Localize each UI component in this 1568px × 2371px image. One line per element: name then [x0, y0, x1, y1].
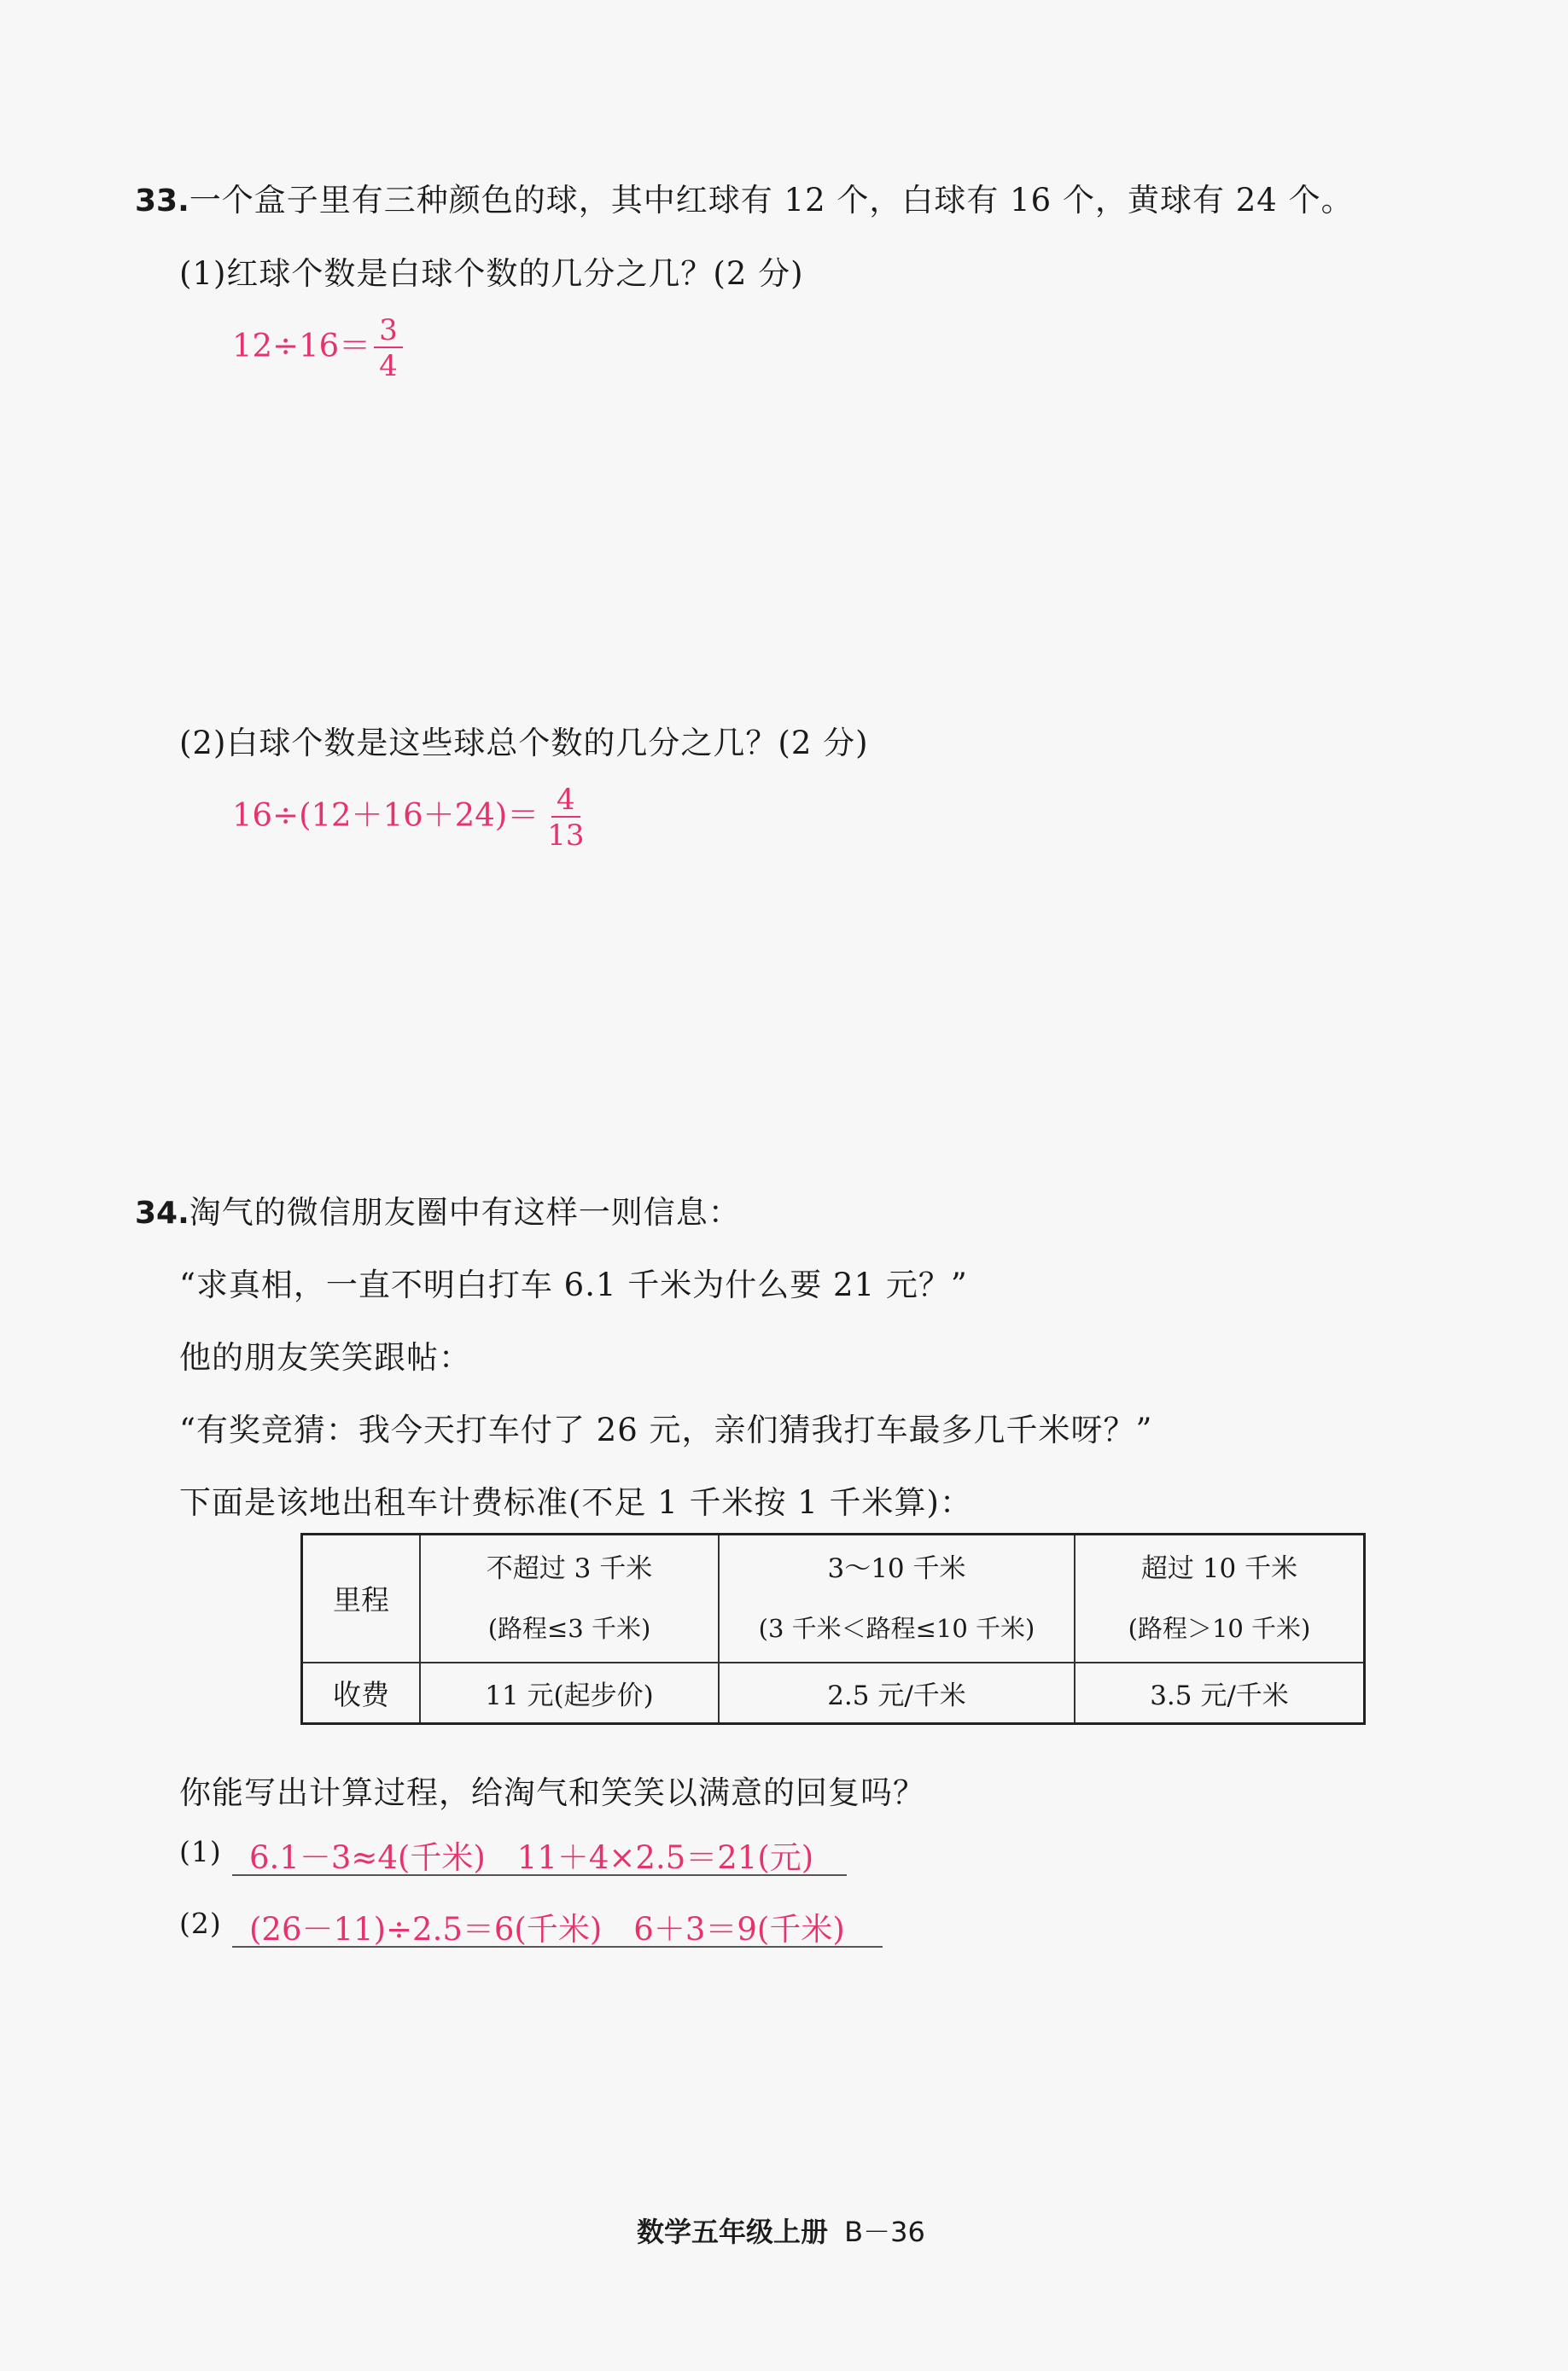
fraction-numerator: 4	[551, 785, 580, 818]
answer-underline-2	[232, 1946, 883, 1948]
table-row-distance	[302, 1535, 1365, 1663]
answer-text-1: 6.1－3≈4(千米) 11＋4×2.5＝21(元)	[249, 1839, 814, 1876]
taxi-fare-table	[300, 1533, 1366, 1725]
q33-part1-answer	[232, 313, 403, 383]
q33-part2-answer	[232, 783, 589, 853]
table-cell	[719, 1535, 1075, 1663]
question-33	[135, 174, 1354, 220]
cell-range: 超过 10 千米	[1140, 1553, 1298, 1584]
q34-line4: 下面是该地出租车计费标准(不足 1 千米按 1 千米算)：	[179, 1484, 972, 1521]
q34-line1: “求真相，一直不明白打车 6.1 千米为什么要 21 元？”	[179, 1267, 968, 1303]
question-stem: 淘气的微信朋友圈中有这样一则信息：	[189, 1194, 741, 1231]
table-cell: 3.5 元/千米	[1075, 1663, 1365, 1724]
row-label-distance: 里程	[302, 1535, 421, 1663]
cell-range: 3～10 千米	[827, 1553, 966, 1584]
answer-label-2: (2)	[179, 1907, 222, 1940]
answer-fraction	[374, 313, 403, 383]
fraction-denominator: 4	[379, 349, 398, 383]
q33-part1-question: (1)红球个数是白球个数的几分之几？(2 分)	[179, 255, 804, 292]
cell-condition: (路程≤3 千米)	[487, 1613, 651, 1643]
fraction-denominator: 13	[547, 818, 585, 853]
footer-page-number: B－36	[844, 2216, 925, 2248]
q34-line2: 他的朋友笑笑跟帖：	[179, 1339, 471, 1376]
table-cell	[420, 1535, 719, 1663]
question-number: 34.	[135, 1196, 189, 1231]
footer-book-title: 数学五年级上册	[637, 2216, 829, 2248]
answer-expression: 16÷(12＋16＋24)＝	[232, 796, 539, 834]
question-34	[135, 1186, 741, 1232]
cell-condition: (3 千米＜路程≤10 千米)	[758, 1613, 1035, 1643]
q33-part2-question: (2)白球个数是这些球总个数的几分之几？(2 分)	[179, 725, 869, 761]
answer-text-2: (26－11)÷2.5＝6(千米) 6＋3＝9(千米)	[249, 1911, 845, 1948]
q34-line3: “有奖竞猜：我今天打车付了 26 元，亲们猜我打车最多几千米呀？”	[179, 1412, 1153, 1448]
table-cell: 2.5 元/千米	[719, 1663, 1075, 1724]
cell-range: 不超过 3 千米	[486, 1553, 653, 1584]
page-footer	[637, 2211, 925, 2250]
answer-expression: 12÷16＝	[232, 327, 371, 364]
table-row-fee	[302, 1663, 1365, 1724]
question-stem: 一个盒子里有三种颜色的球，其中红球有 12 个，白球有 16 个，黄球有 24 个。	[189, 182, 1354, 218]
fraction-numerator: 3	[374, 316, 403, 348]
answer-underline-1	[232, 1874, 847, 1876]
answer-fraction	[542, 783, 589, 853]
question-number: 33.	[135, 184, 189, 218]
cell-condition: (路程＞10 千米)	[1128, 1613, 1311, 1643]
row-label-fee: 收费	[302, 1663, 421, 1724]
answer-label-1: (1)	[179, 1835, 222, 1868]
q34-prompt: 你能写出计算过程，给淘气和笑笑以满意的回复吗？	[179, 1774, 925, 1811]
table-cell	[1075, 1535, 1365, 1663]
table-cell: 11 元(起步价)	[420, 1663, 719, 1724]
